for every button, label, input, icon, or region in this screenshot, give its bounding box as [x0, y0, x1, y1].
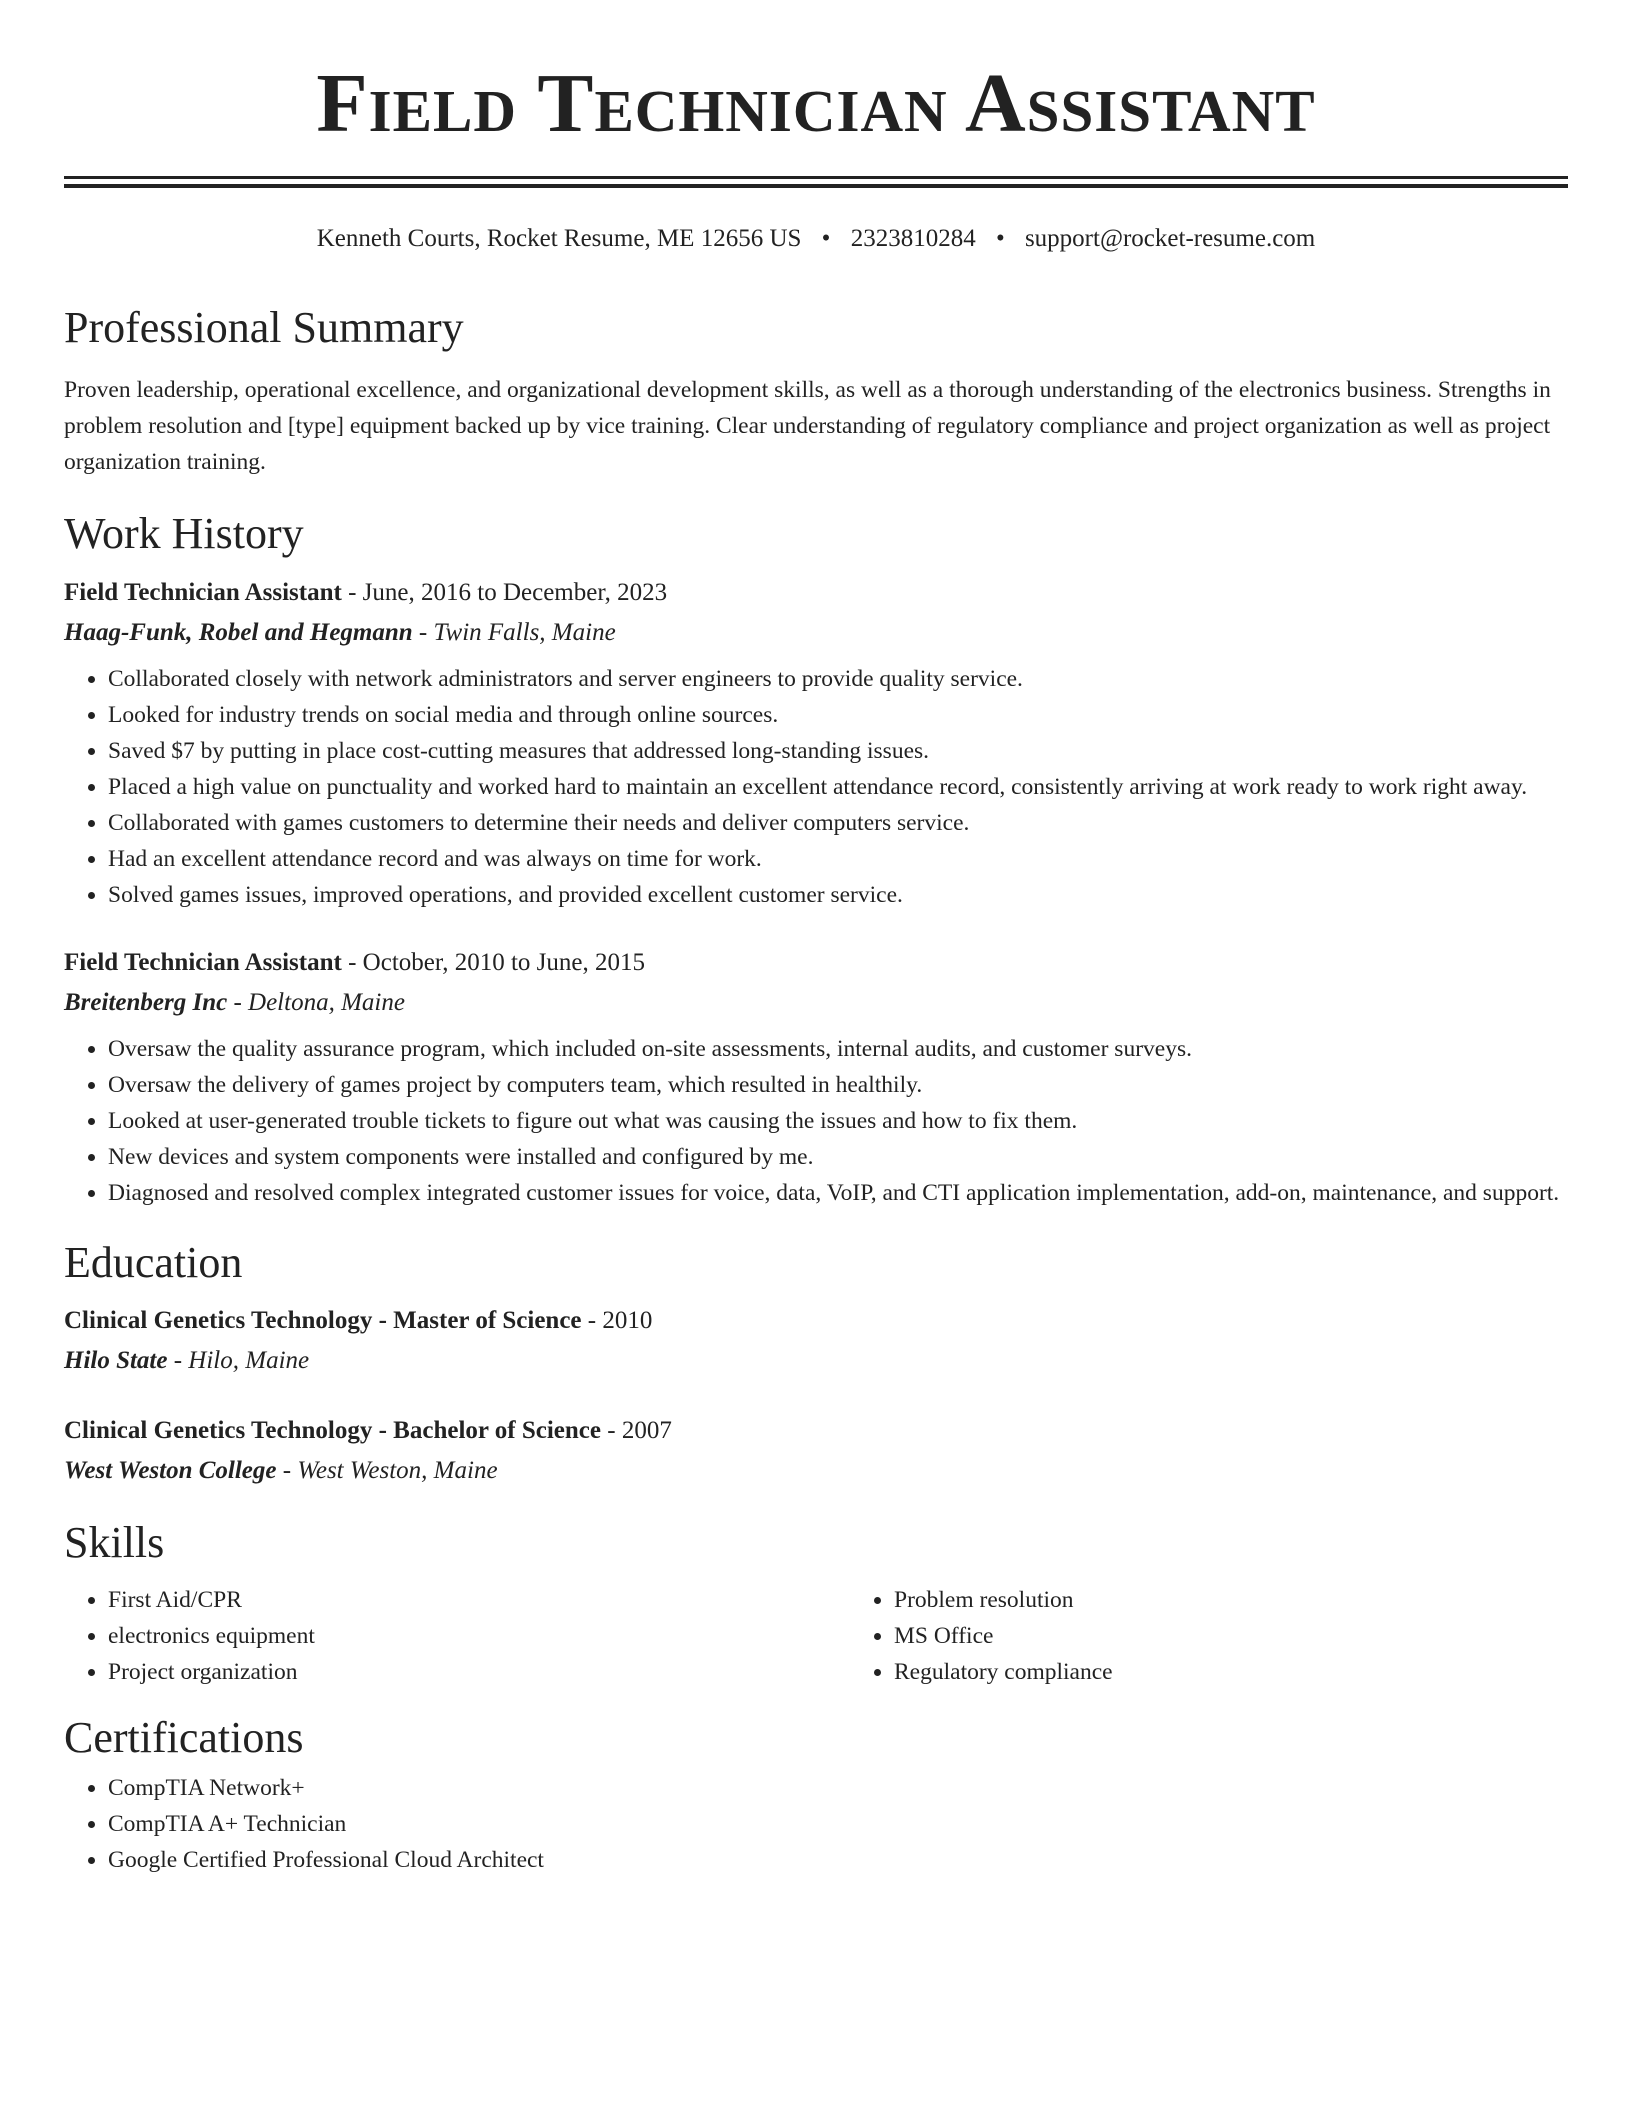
education-entry [64, 1411, 1568, 1491]
job-company: Breitenberg Inc [64, 988, 228, 1016]
job-dates: - October, 2010 to June, 2015 [341, 948, 645, 976]
school-line [64, 1451, 1568, 1491]
job-entry [64, 573, 1568, 913]
job-company-line [64, 983, 1568, 1023]
job-bullet-list [64, 661, 1568, 913]
section-heading-skills: Skills [64, 1518, 165, 1568]
summary-text: Proven leadership, operational excellence, and organizational development skills, as well as a thorough understanding of the electronics business. Strengths in problem resolution and [type] equipment backed up by vice training. Clear understanding of regulatory compliance and project organization as well as project organization training. [64, 377, 1551, 476]
section-heading-work-history: Work History [64, 509, 304, 559]
job-bullet: • Looked for industry trends on social media and through online sources. [108, 697, 1568, 733]
job-bullet: • Oversaw the quality assurance program, which included on-site assessments, internal audits, and customer surveys. [108, 1031, 1568, 1067]
job-bullet: • Collaborated closely with network administrators and server engineers to provide quality service. [108, 661, 1568, 697]
skill-item: • electronics equipment [108, 1618, 850, 1654]
section-heading-summary: Professional Summary [64, 303, 464, 352]
divider-line-thin [64, 176, 1568, 179]
degree-year: - 2010 [581, 1307, 653, 1335]
contact-line [64, 224, 1568, 254]
school-location: - Hilo, Maine [167, 1347, 310, 1375]
job-bullet: • New devices and system components were installed and configured by me. [108, 1139, 1568, 1175]
school-location: - West Weston, Maine [276, 1457, 498, 1485]
degree-year: - 2007 [601, 1417, 672, 1445]
skills-column-left [64, 1582, 850, 1690]
certification-list [64, 1770, 1568, 1878]
degree-line [64, 1301, 1568, 1341]
job-title-line [64, 943, 1568, 983]
degree: Clinical Genetics Technology - Bachelor of Science [64, 1417, 601, 1445]
skills-grid [64, 1582, 1568, 1690]
job-company: Haag-Funk, Robel and Hegmann [64, 618, 413, 646]
school: Hilo State [64, 1347, 168, 1375]
job-bullet: • Collaborated with games customers to determine their needs and deliver computers service. [108, 805, 1568, 841]
education-entry [64, 1301, 1568, 1381]
job-title: Field Technician Assistant [64, 948, 342, 976]
skill-item: • Regulatory compliance [894, 1654, 1568, 1690]
contact-separator: • [995, 225, 1005, 252]
certification-item: • Google Certified Professional Cloud Architect [108, 1842, 1568, 1878]
contact-phone: 2323810284 [850, 225, 976, 252]
job-title-line [64, 573, 1568, 613]
contact-separator: • [821, 225, 831, 252]
contact-address: Kenneth Courts, Rocket Resume, ME 12656 US [316, 225, 802, 252]
school-line [64, 1341, 1568, 1381]
job-bullet-list [64, 1031, 1568, 1211]
skill-item: • Project organization [108, 1654, 850, 1690]
job-bullet: • Placed a high value on punctuality and worked hard to maintain an excellent attendance record, consistently arriving at work ready to work right away. [108, 769, 1568, 805]
job-bullet: • Oversaw the delivery of games project by computers team, which resulted in healthily. [108, 1067, 1568, 1103]
section-heading-education: Education [64, 1237, 243, 1287]
section-heading-certifications: Certifications [64, 1712, 304, 1762]
job-bullet: • Had an excellent attendance record and was always on time for work. [108, 841, 1568, 877]
job-entry [64, 943, 1568, 1211]
title-divider [64, 176, 1568, 188]
certification-item: • CompTIA Network+ [108, 1770, 1568, 1806]
degree: Clinical Genetics Technology - Master of Science [64, 1307, 582, 1335]
contact-email: support@rocket-resume.com [1024, 225, 1316, 252]
job-location: - Deltona, Maine [227, 988, 405, 1016]
job-company-line [64, 613, 1568, 653]
certification-item: • CompTIA A+ Technician [108, 1806, 1568, 1842]
job-dates: - June, 2016 to December, 2023 [341, 578, 668, 606]
skills-column-right [850, 1582, 1568, 1690]
skill-item: • MS Office [894, 1618, 1568, 1654]
job-bullet: • Solved games issues, improved operations, and provided excellent customer service. [108, 877, 1568, 913]
job-location: - Twin Falls, Maine [412, 618, 616, 646]
job-title: Field Technician Assistant [64, 578, 342, 606]
skill-item: • First Aid/CPR [108, 1582, 850, 1618]
job-bullet: • Diagnosed and resolved complex integrated customer issues for voice, data, VoIP, and CTI application implementation, add-on, maintenance, and support. [108, 1175, 1568, 1211]
degree-line [64, 1411, 1568, 1451]
job-bullet: • Saved $7 by putting in place cost-cutting measures that addressed long-standing issues. [108, 733, 1568, 769]
divider-line-thick [64, 184, 1568, 188]
job-bullet: • Looked at user-generated trouble tickets to figure out what was causing the issues and how to fix them. [108, 1103, 1568, 1139]
school: West Weston College [64, 1457, 277, 1485]
resume-title: Field Technician Assistant [316, 57, 1316, 150]
skill-item: • Problem resolution [894, 1582, 1568, 1618]
